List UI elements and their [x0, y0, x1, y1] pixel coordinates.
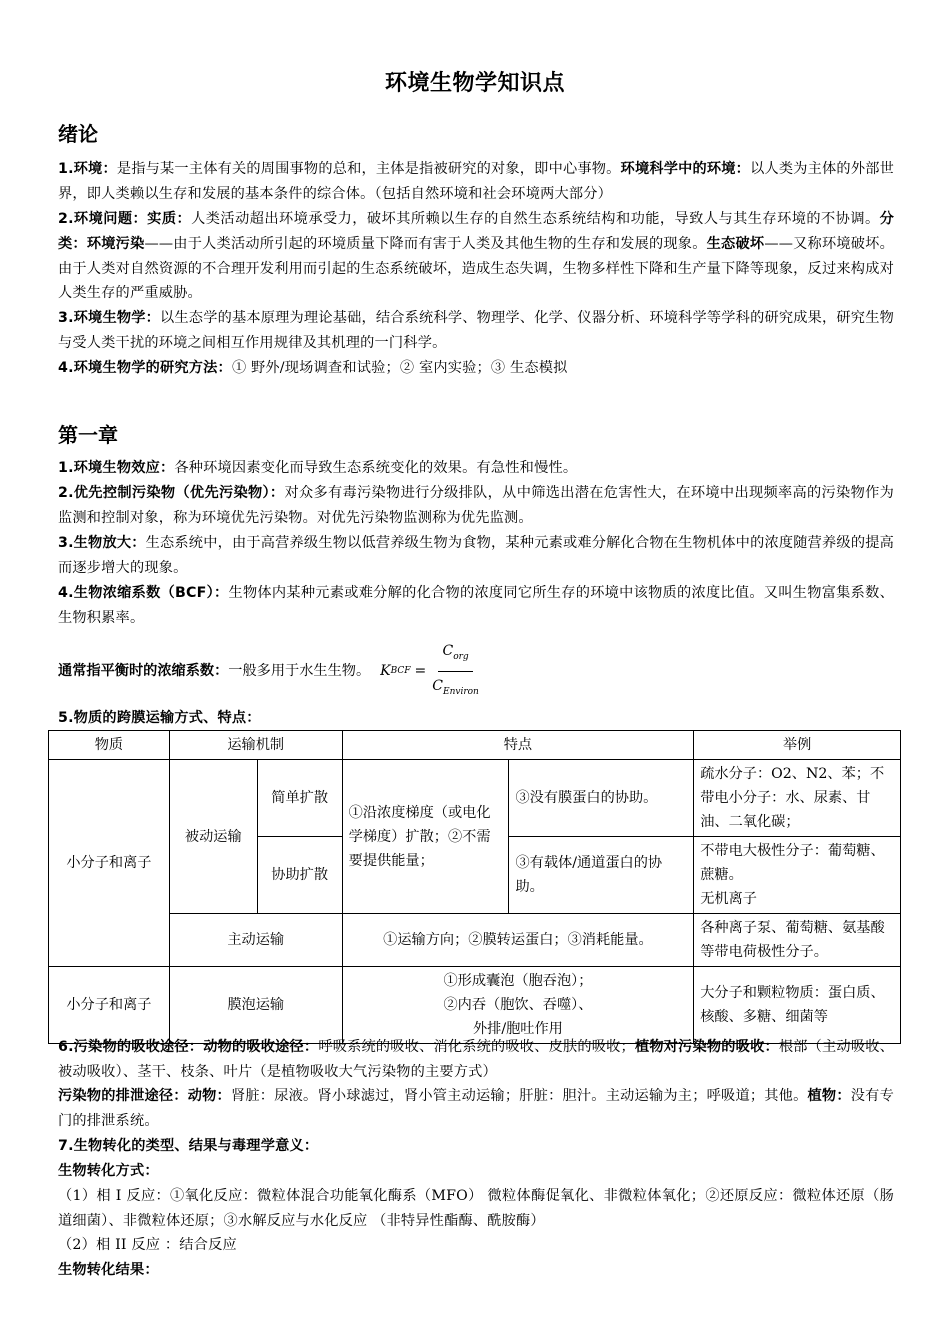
term-text: 一般多用于水生生物。: [228, 663, 371, 679]
term-text: 以生态学的基本原理为理论基础，结合系统科学、物理学、化学、仪器分析、环境科学等学科的研究成果，研究生物与受人类干扰的环境之间相互作用规律及其机理的一门科学。: [58, 310, 894, 351]
bcf-formula: [380, 639, 479, 704]
table-cell-substance: 小分子和离子: [49, 967, 170, 1044]
table-header-cell: 特点: [342, 731, 694, 760]
paragraph-biotransformation-results: [58, 1258, 894, 1283]
table-cell-fac-example: [694, 837, 901, 914]
formula-denominator-subscript: Environ: [443, 686, 479, 697]
fac-example-line: 不带电大极性分子：葡萄糖、蔗糖。: [700, 843, 885, 883]
table-cell-passive: 被动运输: [169, 760, 257, 914]
table-cell-facilitated: 协助扩散: [257, 837, 342, 914]
table-row: [49, 967, 901, 1044]
term-text: 呼吸系统的吸收、消化系统的吸收、皮肤的吸收；: [318, 1039, 635, 1055]
term-text: ——又称环境破坏。由于人类对自然资源的不合理开发利用而引起的生态系统破坏，造成生态失调，生物多样性下降和生产量下降等现象，反过来构成对人类生存的严重威胁。: [58, 235, 894, 302]
formula-k: K: [380, 663, 391, 679]
term-label: 1.环境生物效应：: [58, 460, 175, 476]
paragraph-environmental-biology: [58, 306, 894, 356]
term-label: 2.环境问题：实质：: [58, 211, 192, 227]
formula-equals: =: [414, 663, 427, 679]
table-cell-vesicle-example: 大分子和颗粒物质：蛋白质、核酸、多糖、细菌等: [694, 967, 901, 1044]
vesicle-feature-line: ①形成囊泡（胞吞泡）；: [443, 973, 593, 989]
term-label: 6.污染物的吸收途径：动物的吸收途径：: [58, 1039, 319, 1055]
formula-fraction: [432, 639, 479, 704]
term-label: 环境科学中的环境：: [620, 161, 751, 177]
term-text: 根部（主动吸收、被动吸收）、茎干、枝条、叶片（是植物吸收大气污染物的主要方式）: [58, 1039, 894, 1080]
term-label: 通常指平衡时的浓缩系数：: [58, 663, 229, 679]
formula-numerator: [438, 639, 472, 672]
table-cell-substance: 小分子和离子: [49, 760, 170, 967]
term-text: 没有专门的排泄系统。: [58, 1088, 894, 1129]
term-label: 3.生物放大：: [58, 535, 146, 551]
paragraph-environmental-problems: [58, 207, 894, 306]
paragraph-research-methods: [58, 356, 894, 381]
paragraph-environment: [58, 157, 894, 207]
table-header-cell: 物质: [49, 731, 170, 760]
term-text: 是指与某一主体有关的周围事物的总和，主体是指被研究的对象，即中心事物。: [116, 161, 621, 177]
table-cell-vesicle: 膜泡运输: [169, 967, 342, 1044]
formula-denominator-symbol: C: [432, 677, 443, 694]
term-label: 污染物的排泄途径：动物：: [58, 1088, 231, 1104]
table-cell-active-feature: ①运输方向；②膜转运蛋白；③消耗能量。: [342, 914, 694, 967]
term-text: 对众多有毒污染物进行分级排队，从中筛选出潜在危害性大，在环境中出现频率高的污染物作为监测和控制对象，称为环境优先污染物。对优先污染物监测称为优先监测。: [58, 485, 894, 526]
term-label: 生物转化结果：: [58, 1262, 159, 1278]
term-label: 植物：: [807, 1088, 851, 1104]
table-header-cell: 举例: [694, 731, 901, 760]
section-heading-chapter1: 第一章: [58, 423, 118, 447]
table-header-cell: 运输机制: [169, 731, 342, 760]
paragraph-priority-pollutants: [58, 481, 894, 531]
term-text: 以人类为主体的外部世界，即人类赖以生存和发展的基本条件的综合体。（包括自然环境和社会环境两大部分）: [58, 161, 894, 202]
paragraph-bcf: [58, 581, 894, 631]
term-label: 生物转化方式：: [58, 1163, 159, 1179]
paragraph-excretion: [58, 1084, 894, 1134]
term-label: 2.优先控制污染物（优先污染物）：: [58, 485, 285, 501]
section-heading-intro: 绪论: [58, 122, 98, 146]
formula-numerator-symbol: C: [442, 642, 454, 659]
term-text: 人类活动超出环境承受力，破坏其所赖以生存的自然生态系统结构和功能，导致人与其生存环境的不协调。: [191, 211, 880, 227]
term-label: 5.物质的跨膜运输方式、特点：: [58, 710, 261, 726]
table-cell-simple: 简单扩散: [257, 760, 342, 837]
paragraph-phase1: [58, 1184, 894, 1234]
term-text: （1）相 I 反应：①氧化反应：微粒体混合功能氧化酶系（MFO） 微粒体酶促氧化、非微粒体氧化；②还原反应：微粒体还原（肠道细菌）、非微粒体还原；③水解反应与水化反应 （非特异性酯酶、酰胺酶）: [58, 1188, 894, 1229]
table-header-row: [49, 731, 901, 760]
table-cell-vesicle-feature: [342, 967, 694, 1044]
vesicle-feature-line: 外排/胞吐作用: [472, 1021, 563, 1037]
term-label: 1.环境：: [58, 161, 117, 177]
term-text: 各种环境因素变化而导致生态系统变化的效果。有急性和慢性。: [174, 460, 578, 476]
paragraph-biotransformation: [58, 1134, 894, 1159]
paragraph-absorption: [58, 1035, 894, 1085]
table-cell-active: 主动运输: [169, 914, 342, 967]
table-cell-shared-feature: ①沿浓度梯度（或电化学梯度）扩散；②不需要提供能量；: [342, 760, 509, 914]
term-label: 3.环境生物学：: [58, 310, 161, 326]
fac-example-line: 无机离子: [700, 891, 757, 907]
term-text: ① 野外/现场调查和试验；② 室内实验；③ 生态模拟: [231, 360, 568, 376]
table-cell-active-example: 各种离子泵、葡萄糖、氨基酸等带电荷极性分子。: [694, 914, 901, 967]
table-cell-fac-feature: ③有载体/通道蛋白的协助。: [509, 837, 694, 914]
paragraph-bio-effect: [58, 456, 894, 481]
term-text: （2）相 II 反应 ：结合反应: [58, 1237, 237, 1253]
vesicle-feature-line: ②内吞（胞饮、吞噬）、: [443, 997, 593, 1013]
term-label: 分类：环境污染: [58, 211, 895, 252]
formula-numerator-subscript: org: [453, 651, 469, 662]
paragraph-phase2: [58, 1233, 894, 1258]
table-row: [49, 760, 901, 837]
paragraph-membrane-transport: [58, 706, 894, 731]
term-text: 肾脏：尿液。肾小球滤过，肾小管主动运输；肝脏：胆汁。主动运输为主；呼吸道；其他。: [230, 1088, 808, 1104]
table-row: [49, 914, 901, 967]
term-label: 4.环境生物学的研究方法：: [58, 360, 232, 376]
paragraph-biotransformation-methods: [58, 1159, 894, 1184]
formula-denominator: [432, 672, 479, 704]
term-label: 生态破坏: [706, 235, 765, 252]
table-cell-simple-example: 疏水分子：O2、N2、苯；不带电小分子：水、尿素、甘油、二氧化碳；: [694, 760, 901, 837]
term-label: 4.生物浓缩系数（BCF）：: [58, 585, 229, 601]
term-text: ——由于人类活动所引起的环境质量下降而有害于人类及其他生物的生存和发展的现象。: [144, 235, 707, 252]
term-text: 生物体内某种元素或难分解的化合物的浓度同它所生存的环境中该物质的浓度比值。又叫生物富集系数、生物积累率。: [58, 585, 894, 626]
document-title: 环境生物学知识点: [384, 71, 565, 96]
transport-table: [48, 730, 901, 1044]
table-cell-simple-feature: ③没有膜蛋白的协助。: [509, 760, 694, 837]
term-label: 7.生物转化的类型、结果与毒理学意义：: [58, 1138, 319, 1154]
term-label: 植物对污染物的吸收：: [634, 1039, 779, 1055]
bcf-formula-line: [58, 642, 479, 697]
term-text: 生态系统中，由于高营养级生物以低营养级生物为食物，某种元素或难分解化合物在生物机体中的浓度随营养级的提高而逐步增大的现象。: [58, 535, 894, 576]
paragraph-biomagnification: [58, 531, 894, 581]
formula-k-subscript: BCF: [390, 666, 411, 676]
